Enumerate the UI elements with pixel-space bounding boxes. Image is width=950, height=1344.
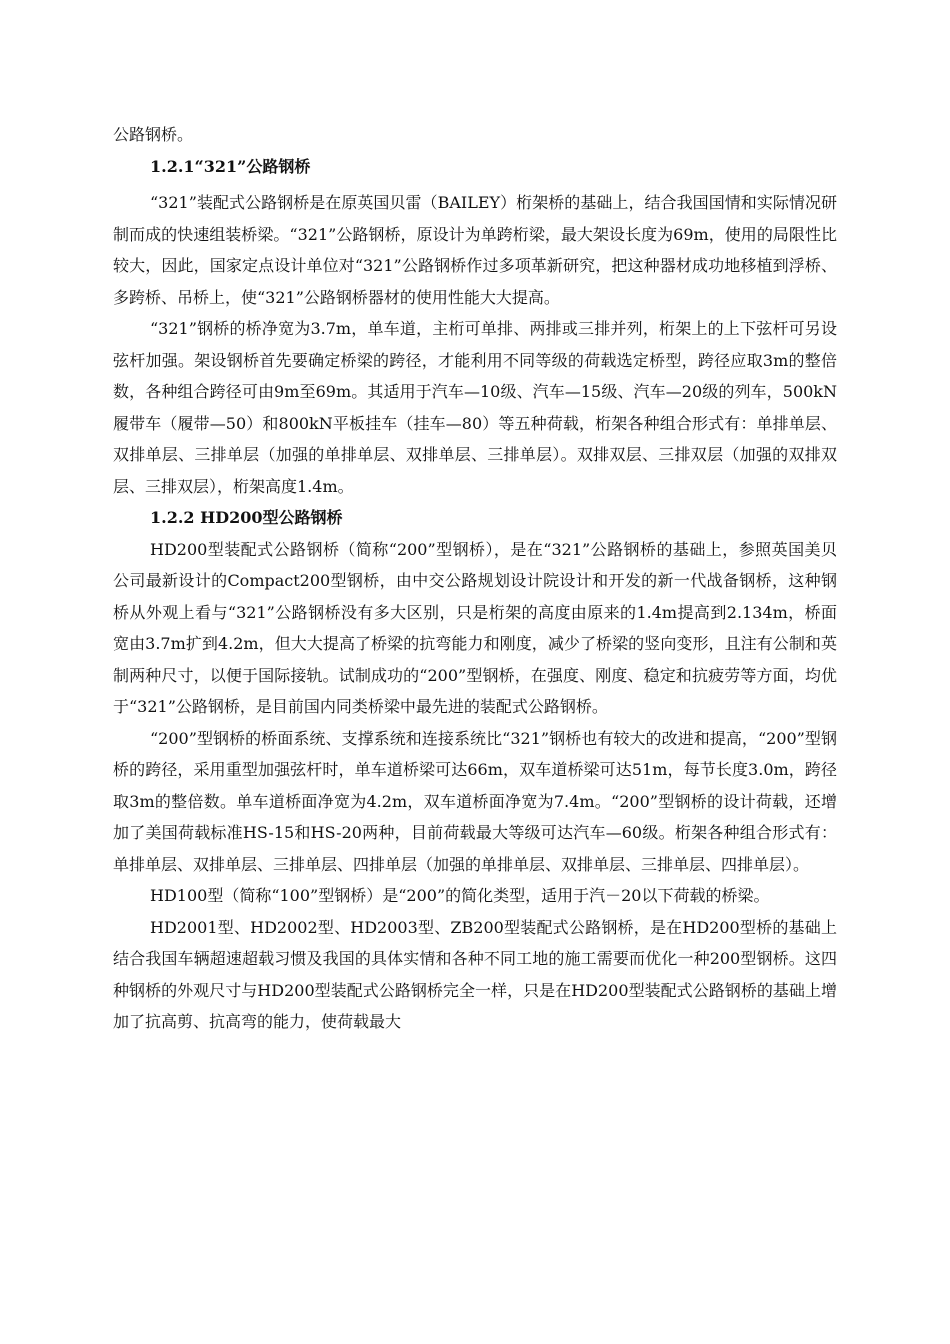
section-heading-1-2-1: 1.2.1“321”公路钢桥 [150, 156, 311, 176]
paragraph: “321”钢桥的桥净宽为3.7m，单车道，主桁可单排、两排或三排并列，桁架上的上下弦杆可另设弦杆加强。架设钢桥首先要确定桥梁的跨径，才能利用不同等级的荷载选定桥型，跨径应取3m的整倍数，各种组合跨径可由9m至69m。其适用于汽车—10级、汽车—15级、汽车—20级的列车，500kN履带车（履带—50）和800kN平板挂车（挂车—80）等五种荷载，桁架各种组合形式有：单排单层、双排单层、三排单层（加强的单排单层、双排单层、三排单层）。双排双层、三排双层（加强的双排双层、三排双层），桁架高度1.4m。 [113, 319, 837, 496]
paragraph: HD200型装配式公路钢桥（简称“200”型钢桥），是在“321”公路钢桥的基础上，参照英国美贝公司最新设计的Compact200型钢桥，由中交公路规划设计院设计和开发的新一代战备钢桥，这种钢桥从外观上看与“321”公路钢桥没有多大区别，只是桁架的高度由原来的1.4m提高到2.134m，桥面宽由3.7m扩到4.2m，但大大提高了桥梁的抗弯能力和刚度，减少了桥梁的竖向变形，且注有公制和英制两种尺寸，以便于国际接轨。试制成功的“200”型钢桥，在强度、刚度、稳定和抗疲劳等方面，均优于“321”公路钢桥，是目前国内同类桥梁中最先进的装配式公路钢桥。 [113, 539, 837, 716]
paragraph: “321”装配式公路钢桥是在原英国贝雷（BAILEY）桁架桥的基础上，结合我国国情和实际情况研制而成的快速组装桥梁。“321”公路钢桥，原设计为单跨桁梁，最大架设长度为69m，使用的局限性比较大，因此，国家定点设计单位对“321”公路钢桥作过多项革新研究，把这种器材成功地移植到浮桥、多跨桥、吊桥上，使“321”公路钢桥器材的使用性能大大提高。 [113, 193, 837, 307]
paragraph: HD2001型、HD2002型、HD2003型、ZB200型装配式公路钢桥，是在HD200型桥的基础上结合我国车辆超速超载习惯及我国的具体实情和各种不同工地的施工需要而优化一种200型钢桥。这四种钢桥的外观尺寸与HD200型装配式公路钢桥完全一样，只是在HD200型装配式公路钢桥的基础上增加了抗高剪、抗高弯的能力，使荷载最大 [113, 917, 837, 1031]
section-heading-1-2-2: 1.2.2 HD200型公路钢桥 [150, 508, 343, 527]
lead-text: 公路钢桥。 [113, 125, 194, 144]
document-body [113, 119, 837, 1038]
paragraph: “200”型钢桥的桥面系统、支撑系统和连接系统比“321”钢桥也有较大的改进和提高，“200”型钢桥的跨径，采用重型加强弦杆时，单车道桥梁可达66m，双车道桥梁可达51m，每节长度3.0m，跨径取3m的整倍数。单车道桥面净宽为4.2m，双车道桥面净宽为7.4m。“200”型钢桥的设计荷载，还增加了美国荷载标准HS-15和HS-20两种，目前荷载最大等级可达汽车—60级。桁架各种组合形式有：单排单层、双排单层、三排单层、四排单层（加强的单排单层、双排单层、三排单层、四排单层）。 [113, 728, 837, 874]
paragraph: HD100型（简称“100”型钢桥）是“200”的简化类型，适用于汽－20以下荷载的桥梁。 [150, 886, 770, 905]
